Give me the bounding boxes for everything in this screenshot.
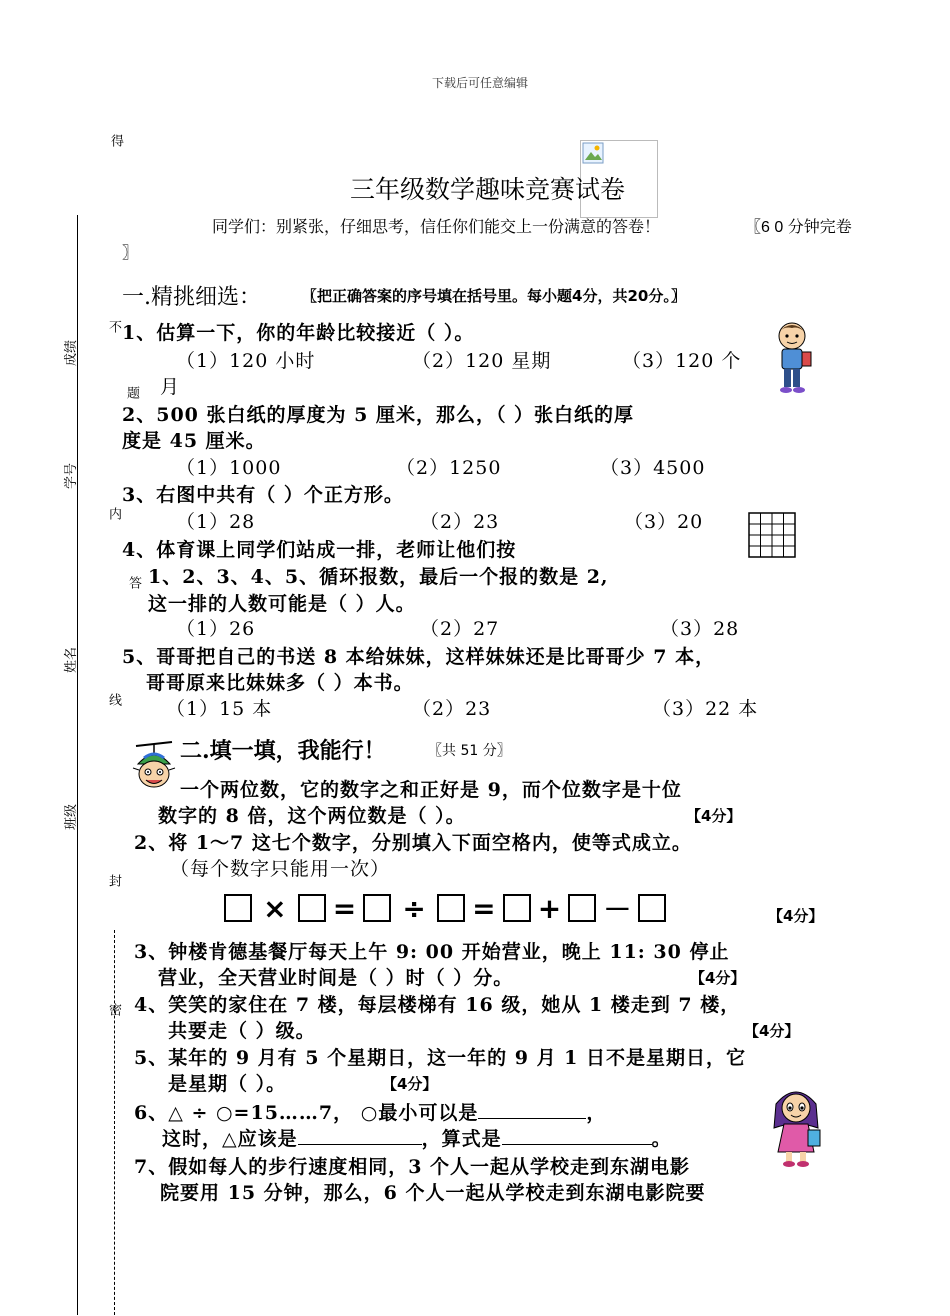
s2-q6-line2 (162, 1124, 672, 1151)
s1-q5-opt2: （2）23 (412, 698, 492, 720)
margin-de: 得 (108, 134, 123, 147)
s1-q4-text3: 这一排的人数可能是（ ）人。 (148, 593, 416, 615)
s1-q2-opt3: （3）4500 (600, 457, 706, 479)
s2-q4-text2: 共要走（ ）级。 (168, 1020, 316, 1042)
s2-q3-text2: 营业，全天营业时间是（ ）时（ ）分。 (158, 967, 514, 989)
s1-q4-text: 4、体育课上同学们站成一排，老师让他们按 (122, 539, 517, 561)
square-grid-figure (748, 512, 796, 558)
s2-q6-blank3[interactable] (502, 1126, 652, 1145)
s1-q1-opt2: （2）120 星期 (412, 350, 552, 372)
margin-ti: 题 (124, 386, 139, 399)
s2-q6-text2: 这时，△应该是 (162, 1128, 298, 1150)
s1-q1-opt3-cont: 月 (160, 376, 181, 398)
s2-q4-points: 【4分】 (744, 1022, 800, 1040)
margin-bu: 不 (106, 320, 121, 333)
s1-q3-opt2: （2）23 (420, 511, 500, 533)
equals-sign-1: = (332, 891, 357, 925)
header-note: 下载后可任意编辑 (432, 76, 529, 90)
s2-q1-text: 一个两位数，它的数字之和正好是 9，而个位数字是十位 (180, 779, 682, 801)
s2-q7-text: 7、假如每人的步行速度相同，3 个人一起从学校走到东湖电影 (134, 1156, 691, 1178)
margin-nei: 内 (106, 507, 121, 520)
s2-q5-text: 5、某年的 9 月有 5 个星期日，这一年的 9 月 1 日不是星期日，它 (134, 1047, 747, 1069)
time-note-close: 〗 (122, 245, 139, 262)
broken-image-icon (582, 142, 604, 164)
s1-q1-opt1: （1）120 小时 (176, 350, 316, 372)
margin-banji: 班级 (64, 803, 79, 830)
margin-feng: 封 (106, 874, 121, 887)
s1-q5-text2: 哥哥原来比妹妹多（ ）本书。 (146, 672, 414, 694)
margin-xuehao: 学号 (64, 462, 79, 489)
margin-xingming: 姓名 (64, 646, 79, 673)
girl-cartoon-icon (766, 1084, 826, 1168)
margin-xian: 线 (106, 693, 121, 706)
boy-cartoon-icon (768, 320, 816, 396)
section2-note: 〖共 51 分〗 (428, 743, 511, 759)
equation-box-3[interactable] (363, 894, 391, 922)
s1-q3-text: 3、右图中共有（ ）个正方形。 (122, 484, 404, 506)
s2-q5-points: 【4分】 (382, 1075, 438, 1093)
minus-sign: － (603, 893, 632, 926)
section1-heading: 一.精挑细选： (122, 285, 261, 310)
section1-note: 〖把正确答案的序号填在括号里。每小题4分，共20分。〗 (302, 287, 686, 305)
s1-q2-opt2: （2）1250 (396, 457, 502, 479)
margin-mi: 密 (106, 1003, 121, 1016)
subtitle: 同学们：别紧张，仔细思考，信任你们能交上一份满意的答卷！ (212, 219, 661, 236)
s2-q1-text2: 数字的 8 倍，这个两位数是（ ）。 (158, 805, 466, 827)
s2-q6-end: 。 (651, 1128, 672, 1150)
s1-q3-opt3: （3）20 (624, 511, 704, 533)
s1-q2-text: 2、500 张白纸的厚度为 5 厘米，那么，（ ）张白纸的厚 (122, 404, 635, 426)
s1-q5-opt3: （3）22 本 (652, 698, 759, 720)
s1-q4-opt3: （3）28 (660, 618, 740, 640)
s1-q2-text2: 度是 45 厘米。 (122, 430, 266, 452)
s2-q6-text: 6、△ ÷ ○=15……7， ○最小可以是 (134, 1102, 479, 1124)
s2-q5-text2: 是星期（ ）。 (168, 1073, 287, 1095)
equation-row (224, 888, 666, 928)
s1-q1-text: 1、估算一下，你的年龄比较接近（ ）。 (122, 322, 475, 344)
section2-heading: 二.填一填，我能行！ (180, 738, 386, 764)
margin-da: 答 (126, 576, 141, 589)
equation-box-7[interactable] (638, 894, 666, 922)
time-note: 〖6 0 分钟完卷 (745, 219, 852, 236)
s1-q4-opt2: （2）27 (420, 618, 500, 640)
s2-q6-text3: ，算式是 (421, 1128, 502, 1150)
equation-box-4[interactable] (437, 894, 465, 922)
s1-q4-opt1: （1）26 (176, 618, 256, 640)
s2-q6-blank2[interactable] (298, 1126, 422, 1145)
s2-q2-points: 【4分】 (768, 907, 824, 925)
s2-q3-points: 【4分】 (690, 969, 746, 987)
s2-q2-text: 2、将 1～7 这七个数字，分别填入下面空格内，使等式成立。 (134, 832, 692, 854)
s2-q1-points: 【4分】 (686, 807, 742, 825)
s2-q6-blank1[interactable] (478, 1100, 586, 1119)
s2-q7-text2: 院要用 15 分钟，那么，6 个人一起从学校走到东湖电影院要 (160, 1182, 706, 1204)
binding-line (77, 215, 78, 1315)
margin-chengji: 成绩 (64, 339, 79, 366)
s1-q5-opt1: （1）15 本 (166, 698, 273, 720)
equation-box-1[interactable] (224, 894, 252, 922)
s1-q4-text2: 1、2、3、4、5、循环报数，最后一个报的数是 2, (148, 566, 609, 588)
equation-box-2[interactable] (298, 894, 326, 922)
seal-line (114, 930, 115, 1315)
equation-box-6[interactable] (568, 894, 596, 922)
times-sign: × (263, 891, 287, 925)
divide-sign: ÷ (402, 891, 426, 925)
s1-q5-text: 5、哥哥把自己的书送 8 本给妹妹，这样妹妹还是比哥哥少 7 本， (122, 646, 716, 668)
s2-q2-text2: （每个数字只能用一次） (170, 858, 391, 880)
s1-q3-opt1: （1）28 (176, 511, 256, 533)
propeller-kid-icon (130, 740, 178, 798)
s2-q6-line1 (134, 1098, 606, 1125)
equation-box-5[interactable] (503, 894, 531, 922)
s1-q2-opt1: （1）1000 (176, 457, 282, 479)
s2-q4-text: 4、笑笑的家住在 7 楼，每层楼梯有 16 级，她从 1 楼走到 7 楼， (134, 994, 741, 1016)
s2-q6-comma: ， (586, 1102, 607, 1124)
page-title: 三年级数学趣味竞赛试卷 (350, 175, 626, 204)
s2-q3-text: 3、钟楼肯德基餐厅每天上午 9: 00 开始营业，晚上 11: 30 停止 (134, 941, 730, 963)
plus-sign: + (537, 891, 562, 925)
s1-q1-opt3: （3）120 个 (622, 350, 742, 372)
equals-sign-2: = (472, 891, 496, 925)
